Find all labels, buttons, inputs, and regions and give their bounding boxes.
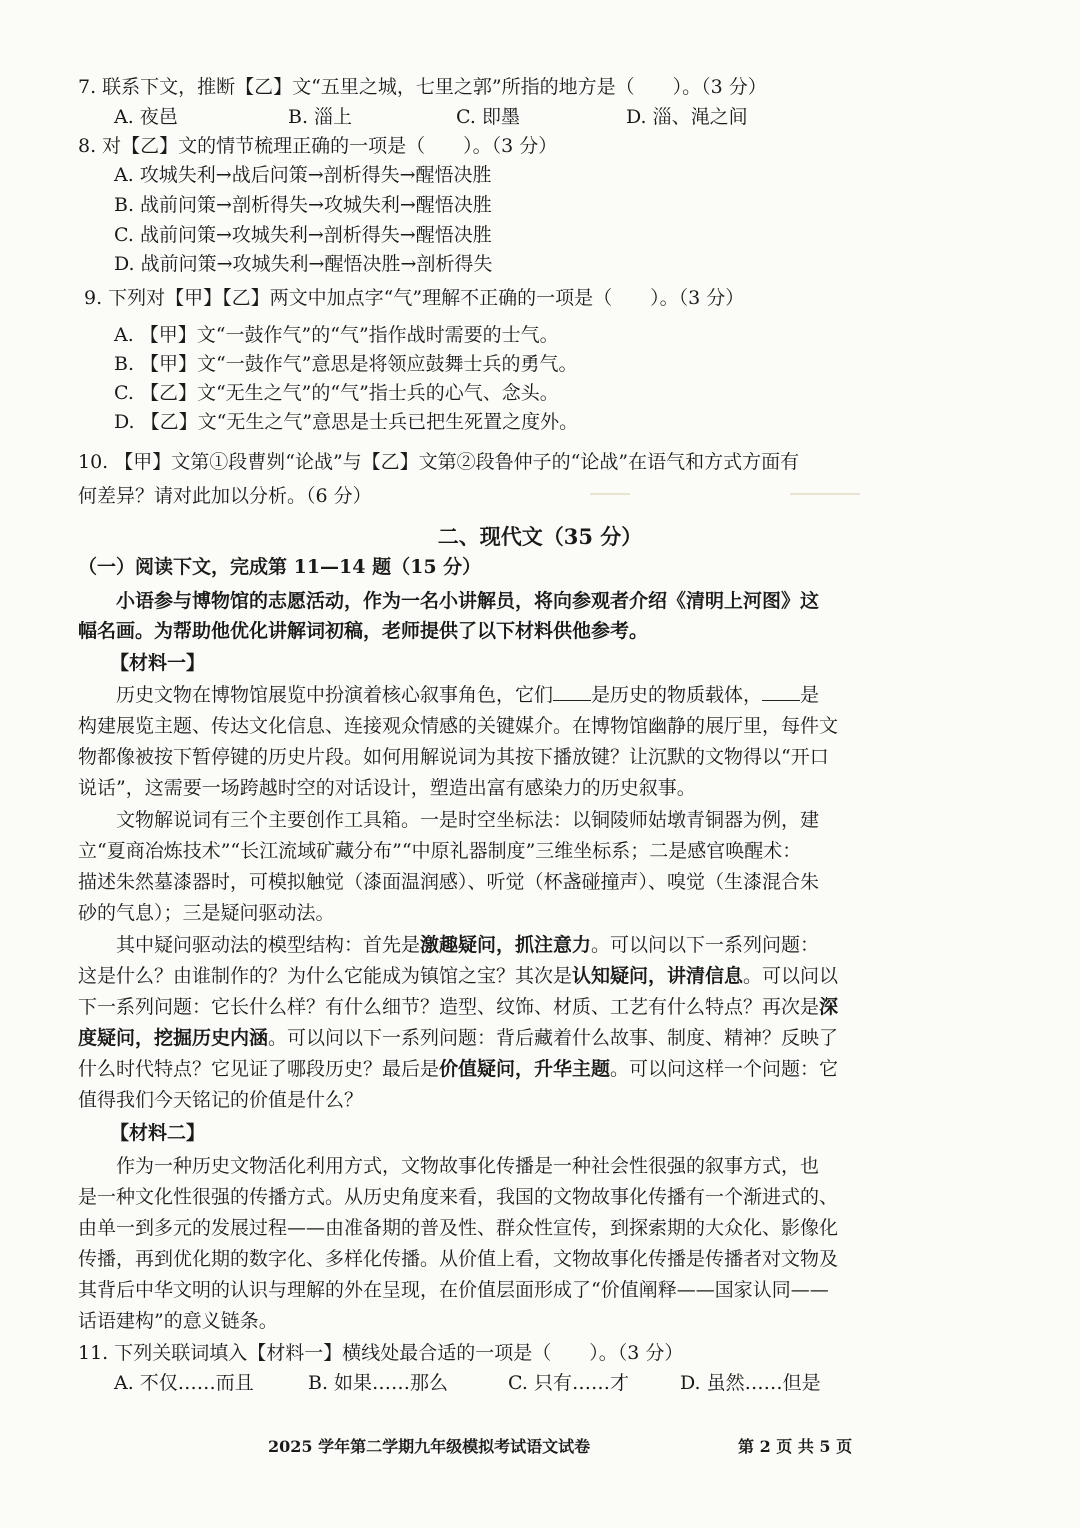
q9-option-b: B. 【甲】文“一鼓作气”意思是将领应鼓舞士兵的勇气。	[114, 353, 578, 375]
q9-option-a: A. 【甲】文“一鼓作气”的“气”指作战时需要的士气。	[114, 324, 559, 346]
material-1-line: 说话”，这需要一场跨越时空的对话设计，塑造出富有感染力的历史叙事。	[78, 777, 696, 799]
q8-option-d: D. 战前问策→攻城失利→醒悟决胜→剖析得失	[114, 253, 493, 275]
question-9-stem: 9. 下列对【甲】【乙】两文中加点字“气”理解不正确的一项是（ ）。（3 分）	[84, 287, 745, 309]
highlight-mark	[590, 493, 630, 495]
q7-option-a: A. 夜邑	[114, 106, 178, 128]
q9-option-d: D. 【乙】文“无生之气”意思是士兵已把生死置之度外。	[114, 411, 579, 433]
material-1-label: 【材料一】	[110, 652, 206, 674]
q11-option-c: C. 只有……才	[508, 1372, 629, 1394]
highlight-mark	[790, 493, 860, 495]
material-2-line: 其背后中华文明的认识与理解的外在呈现，在价值层面形成了“价值阐释——国家认同——	[78, 1279, 829, 1301]
intro-line-2: 幅名画。为帮助他优化讲解词初稿，老师提供了以下材料供他参考。	[78, 620, 649, 642]
q8-option-c: C. 战前问策→攻城失利→剖析得失→醒悟决胜	[114, 224, 492, 246]
material-2-line: 传播，再到优化期的数字化、多样化传播。从价值上看，文物故事化传播是传播者对文物及	[78, 1248, 839, 1270]
material-1-line	[78, 1025, 838, 1051]
text-span: 什么时代特点？它见证了哪段历史？最后是	[78, 1058, 440, 1080]
material-1-line: 立“夏商冶炼技术”“长江流域矿藏分布”“中原礼器制度”三维坐标系；二是感官唤醒术：	[78, 840, 802, 862]
material-2-line: 由单一到多元的发展过程——由准备期的普及性、群众性宣传，到探索期的大众化、影像化	[78, 1217, 839, 1239]
material-2-line: 话语建构”的意义链条。	[78, 1310, 278, 1332]
bold-span: 价值疑问，升华主题	[439, 1058, 611, 1080]
material-1-line	[78, 994, 838, 1020]
question-10-line-2: 何差异？请对此加以分析。（6 分）	[78, 485, 372, 507]
material-2-label: 【材料二】	[110, 1122, 206, 1144]
text-span: 是历史的物质载体，	[591, 684, 763, 706]
material-1-line: 物都像被按下暂停键的历史片段。如何用解说词为其按下播放键？让沉默的文物得以“开口	[78, 746, 829, 768]
question-10-line-1: 10. 【甲】文第①段曹刿“论战”与【乙】文第②段鲁仲子的“论战”在语气和方式方面有	[78, 451, 800, 473]
q9-option-c: C. 【乙】文“无生之气”的“气”指士兵的心气、念头。	[114, 382, 559, 404]
text-span: 这是什么？由谁制作的？为什么它能成为镇馆之宝？其次是	[78, 965, 573, 987]
text-span: 。可以问以	[743, 965, 839, 987]
material-1-line: 值得我们今天铭记的价值是什么？	[78, 1089, 364, 1111]
material-1-line: 文物解说词有三个主要创作工具箱。一是时空坐标法：以铜陵师姑墩青铜器为例，建	[116, 809, 820, 831]
subsection-title: （一）阅读下文，完成第 11—14 题（15 分）	[78, 556, 482, 578]
text-span: 。可以问以下一系列问题：	[591, 934, 820, 956]
material-2-line: 是一种文化性很强的传播方式。从历史角度来看，我国的文物故事化传播有一个渐进式的、	[78, 1186, 839, 1208]
question-11-stem: 11. 下列关联词填入【材料一】横线处最合适的一项是（ ）。（3 分）	[78, 1342, 684, 1364]
question-7-stem: 7. 联系下文，推断【乙】文“五里之城，七里之郭”所指的地方是（ ）。（3 分）	[78, 76, 767, 98]
text-span: 其中疑问驱动法的模型结构：首先是	[116, 934, 421, 956]
material-1-line	[78, 963, 838, 989]
question-8-stem: 8. 对【乙】文的情节梳理正确的一项是（ ）。（3 分）	[78, 135, 558, 157]
intro-line-1: 小语参与博物馆的志愿活动，作为一名小讲解员，将向参观者介绍《清明上河图》这	[116, 590, 820, 612]
bold-span: 深	[819, 996, 839, 1018]
bold-span: 度疑问，挖掘历史内涵	[78, 1027, 269, 1049]
material-1-line	[116, 932, 819, 958]
text-span: 历史文物在博物馆展览中扮演着核心叙事角色，它们	[116, 684, 554, 706]
text-span: 。可以问以下一系列问题：背后藏着什么故事、制度、精神？反映了	[268, 1027, 839, 1049]
bold-span: 认知疑问，讲清信息	[572, 965, 744, 987]
section-title: 二、现代文（35 分）	[437, 524, 643, 549]
text-span: 。可以问这样一个问题：它	[610, 1058, 839, 1080]
material-2-line: 作为一种历史文物活化利用方式，文物故事化传播是一种社会性很强的叙事方式，也	[116, 1155, 820, 1177]
page-number: 第 2 页 共 5 页	[738, 1437, 853, 1456]
material-1-line: 砂的气息）；三是疑问驱动法。	[78, 902, 335, 924]
fill-blank-1	[553, 682, 591, 701]
material-1-line	[116, 682, 819, 708]
fill-blank-2	[762, 682, 800, 701]
text-span: 下一系列问题：它长什么样？有什么细节？造型、纹饰、材质、工艺有什么特点？再次是	[78, 996, 820, 1018]
q11-option-a: A. 不仅……而且	[114, 1372, 254, 1394]
q8-option-b: B. 战前问策→剖析得失→攻城失利→醒悟决胜	[114, 194, 492, 216]
q7-option-b: B. 淄上	[288, 106, 353, 128]
q11-option-b: B. 如果……那么	[308, 1372, 449, 1394]
q7-option-c: C. 即墨	[456, 106, 520, 128]
q7-option-d: D. 淄、渑之间	[626, 106, 748, 128]
q8-option-a: A. 攻城失利→战后问策→剖析得失→醒悟决胜	[114, 164, 492, 186]
material-1-line: 描述朱然墓漆器时，可模拟触觉（漆面温润感）、听觉（杯盏碰撞声）、嗅觉（生漆混合朱	[78, 871, 820, 893]
material-1-line: 构建展览主题、传达文化信息、连接观众情感的关键媒介。在博物馆幽静的展厅里，每件文	[78, 715, 839, 737]
text-span: 是	[800, 684, 820, 706]
footer-title: 2025 学年第二学期九年级模拟考试语文试卷	[268, 1437, 591, 1456]
bold-span: 激趣疑问，抓注意力	[420, 934, 592, 956]
q11-option-d: D. 虽然……但是	[680, 1372, 821, 1394]
material-1-line	[78, 1056, 838, 1082]
